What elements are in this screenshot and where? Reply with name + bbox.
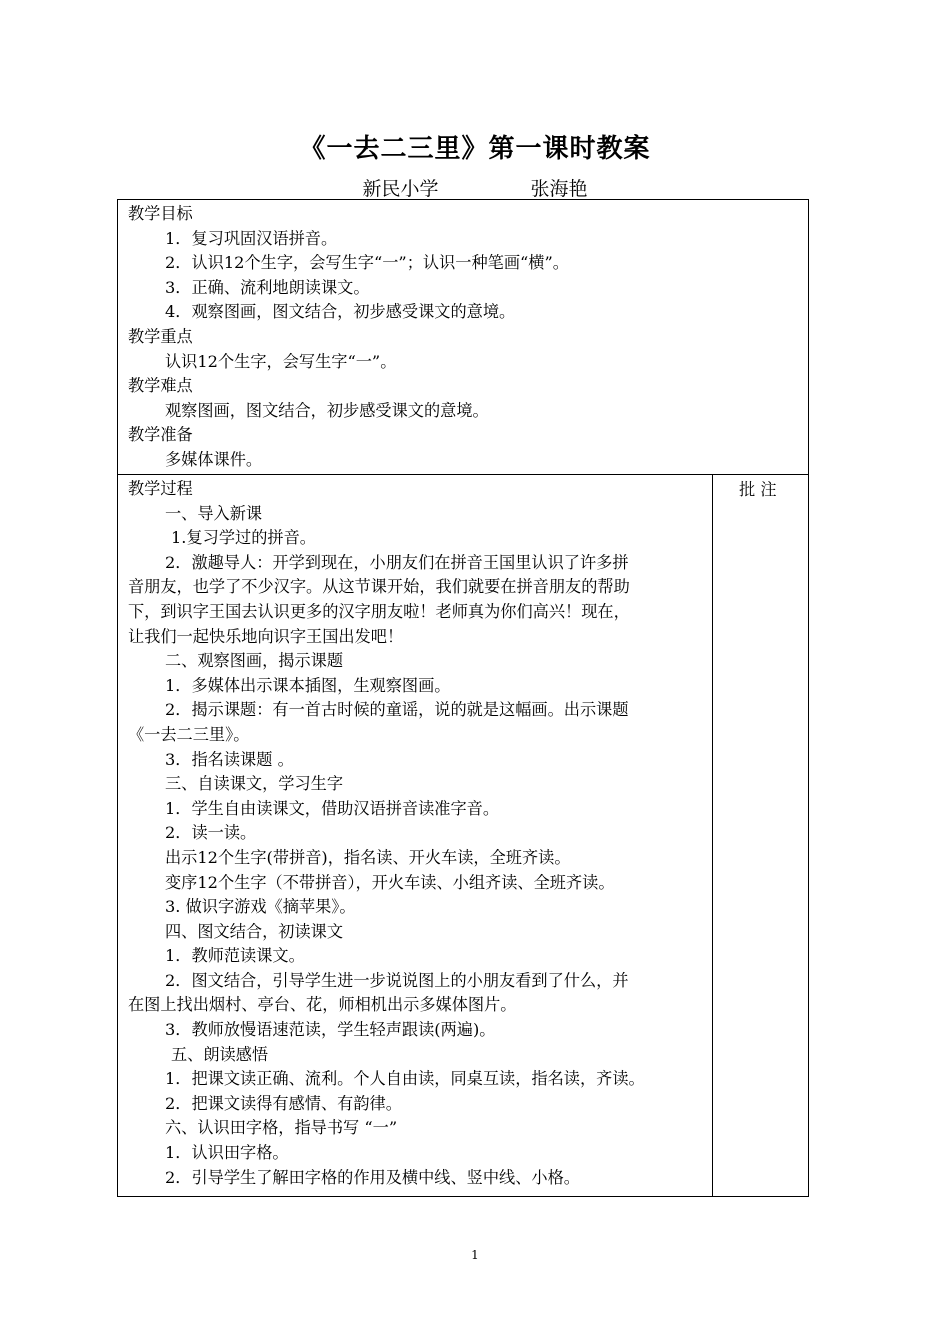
text-line: 五、朗读感悟 (171, 1044, 269, 1064)
text-line: 出示12个生字(带拼音)，指名读、开火车读，全班齐读。 (165, 847, 571, 867)
text-line: 《一去二三里》。 (128, 724, 250, 744)
text-line: 2．引导学生了解田字格的作用及横中线、竖中线、小格。 (165, 1167, 580, 1187)
annotation-cell (712, 474, 809, 1197)
text-line: 二、观察图画，揭示课题 (165, 651, 344, 671)
text-line: 1．认识田字格。 (165, 1143, 289, 1163)
section-heading: 教学过程 (128, 479, 193, 498)
page-number: 1 (471, 1248, 479, 1262)
objectives-cell (117, 199, 809, 475)
teaching-process-cell (117, 474, 713, 1197)
text-line: 六、认识田字格，指导书写 “一” (165, 1118, 398, 1138)
text-line: 1．多媒体出示课本插图，生观察图画。 (165, 675, 451, 695)
text-line: 2．读一读。 (165, 823, 257, 843)
text-line: 1．学生自由读课文，借助汉语拼音读准字音。 (165, 798, 500, 818)
text-line: 3. 做识字游戏《摘苹果》。 (165, 897, 356, 917)
text-line: 四、图文结合，初读课文 (165, 921, 344, 941)
teacher-name: 张海艳 (530, 178, 588, 200)
objectives-text (118, 200, 808, 473)
text-line: 2．图文结合，引导学生进一步说说图上的小朋友看到了什么，并 (165, 970, 629, 990)
document-title: 《一去二三里》第一课时教案 (299, 134, 651, 164)
section-heading: 教学目标 (128, 204, 193, 223)
text-line: 1．复习巩固汉语拼音。 (165, 228, 338, 248)
text-line: 2．认识12个生字，会写生字“一”；认识一种笔画“横”。 (165, 253, 569, 273)
text-line: 音朋友，也学了不少汉字。从这节课开始，我们就要在拼音朋友的帮助 (128, 577, 630, 597)
text-line: 观察图画，图文结合，初步感受课文的意境。 (165, 400, 489, 420)
text-line: 下，到识字王国去认识更多的汉字朋友啦！老师真为你们高兴！现在， (128, 601, 630, 621)
text-line: 3．教师放慢语速范读，学生轻声跟读(两遍)。 (165, 1020, 496, 1040)
teaching-process-text (118, 475, 712, 1190)
text-line: 1．把课文读正确、流利。个人自由读，同桌互读，指名读，齐读。 (165, 1069, 645, 1089)
text-line: 1．教师范读课文。 (165, 946, 305, 966)
text-line: 变序12个生字（不带拼音），开火车读、小组齐读、全班齐读。 (165, 872, 615, 892)
text-line: 让我们一起快乐地向识字王国出发吧！ (128, 626, 404, 646)
section-heading: 教学难点 (128, 376, 193, 396)
text-line: 3．指名读课题 。 (165, 749, 294, 769)
section-heading: 教学准备 (128, 425, 193, 445)
text-line: 在图上找出烟村、亭台、花，师相机出示多媒体图片。 (128, 995, 517, 1015)
annotation-label: 批 注 (739, 480, 777, 499)
school-name: 新民小学 (362, 178, 439, 200)
text-line: 3．正确、流利地朗读课文。 (165, 277, 370, 297)
text-line: 多媒体课件。 (165, 449, 263, 469)
text-line: 认识12个生字，会写生字“一”。 (165, 351, 397, 371)
text-line: 三、自读课文，学习生字 (165, 774, 344, 794)
text-line: 4．观察图画，图文结合，初步感受课文的意境。 (165, 302, 516, 322)
text-line: 1.复习学过的拼音。 (171, 528, 316, 548)
text-line: 2．激趣导人：开学到现在，小朋友们在拼音王国里认识了许多拼 (165, 552, 629, 572)
text-line: 一、导入新课 (165, 503, 263, 523)
text-line: 2．揭示课题：有一首古时候的童谣，说的就是这幅画。出示课题 (165, 700, 629, 720)
author-line (0, 174, 950, 201)
section-heading: 教学重点 (128, 326, 193, 346)
text-line: 2．把课文读得有感情、有韵律。 (165, 1093, 402, 1113)
